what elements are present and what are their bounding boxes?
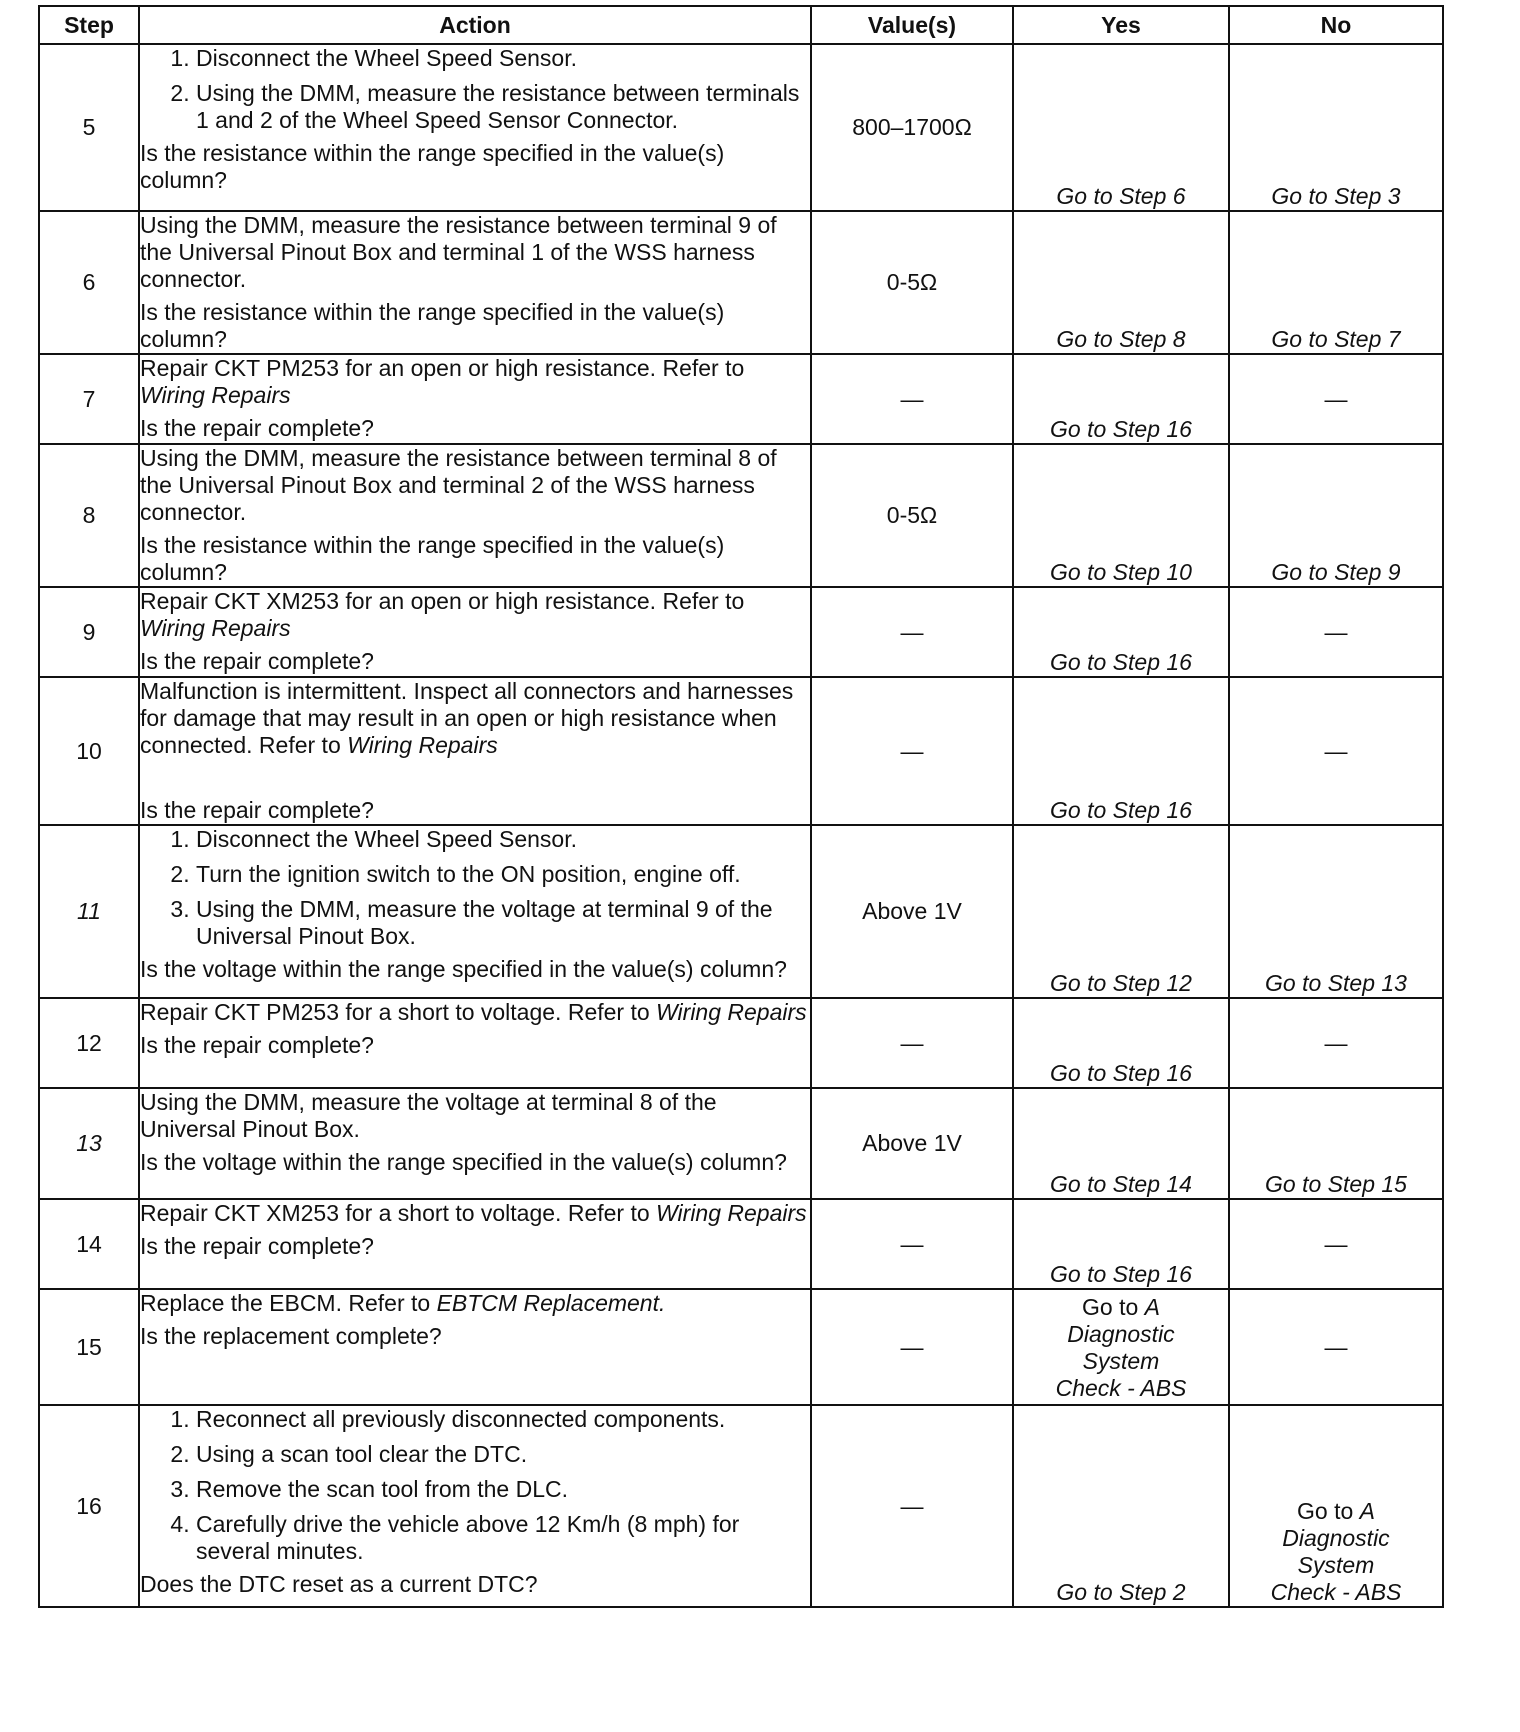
action-text: Using the DMM, measure the resistance between terminal 8 of the Universal Pinout Box and terminal 2 of the WSS harness connector.: [140, 445, 777, 525]
action-cell: [139, 677, 811, 825]
step-number: 14: [39, 1199, 139, 1289]
yes-cell: Go to Step 16: [1013, 354, 1229, 444]
list-item: 3. Using the DMM, measure the voltage at terminal 9 of the Universal Pinout Box.: [196, 896, 810, 950]
no-cell: Go to Step 13: [1229, 825, 1443, 998]
no-cell: —: [1229, 354, 1443, 444]
no-cell: Go to Step 7: [1229, 211, 1443, 354]
value-cell: —: [811, 998, 1013, 1088]
reference-link: Wiring Repairs: [347, 732, 498, 758]
no-goto-ref: System: [1297, 1552, 1375, 1578]
table-header-row: [39, 6, 1443, 44]
no-goto-ref: A: [1359, 1498, 1375, 1524]
action-question: Is the resistance within the range specified in the value(s) column?: [140, 532, 725, 585]
reference-link: Wiring Repairs: [140, 615, 291, 641]
yes-goto-ref: Check - ABS: [1055, 1375, 1187, 1401]
yes-cell: Go to Step 12: [1013, 825, 1229, 998]
action-cell: [139, 1405, 811, 1607]
action-question: Is the resistance within the range specified in the value(s) column?: [140, 140, 725, 193]
value-cell: —: [811, 1289, 1013, 1405]
step-number: 9: [39, 587, 139, 677]
list-item: 3. Remove the scan tool from the DLC.: [196, 1476, 810, 1503]
list-item: 2. Turn the ignition switch to the ON position, engine off.: [196, 861, 810, 888]
action-question: Is the replacement complete?: [140, 1323, 442, 1349]
step-number: 10: [39, 677, 139, 825]
yes-cell: Go to Step 8: [1013, 211, 1229, 354]
value-cell: —: [811, 677, 1013, 825]
no-goto-label: Go to: [1297, 1498, 1354, 1524]
yes-cell: Go to Step 16: [1013, 677, 1229, 825]
yes-goto-ref: Diagnostic: [1067, 1321, 1175, 1347]
table-row: [39, 998, 1443, 1088]
no-cell: [1229, 1405, 1443, 1607]
action-question: Is the voltage within the range specified in the value(s) column?: [140, 956, 787, 982]
action-cell: [139, 44, 811, 211]
step-number: 11: [39, 825, 139, 998]
value-cell: —: [811, 1405, 1013, 1607]
table-row: [39, 44, 1443, 211]
list-item: 1. Disconnect the Wheel Speed Sensor.: [196, 45, 810, 72]
yes-cell: Go to Step 16: [1013, 998, 1229, 1088]
table-row: [39, 1088, 1443, 1199]
table-row: [39, 444, 1443, 587]
action-cell: [139, 1289, 811, 1405]
action-text: [140, 678, 810, 759]
action-list: [140, 1406, 810, 1565]
table-row: [39, 677, 1443, 825]
action-cell: [139, 587, 811, 677]
value-cell: —: [811, 354, 1013, 444]
action-text: [140, 999, 810, 1026]
action-cell: [139, 998, 811, 1088]
action-cell: [139, 825, 811, 998]
step-number: 16: [39, 1405, 139, 1607]
action-question: Is the repair complete?: [140, 1032, 374, 1058]
yes-cell: Go to Step 2: [1013, 1405, 1229, 1607]
no-goto-ref: Check - ABS: [1270, 1579, 1402, 1605]
value-cell: Above 1V: [811, 1088, 1013, 1199]
step-number: 15: [39, 1289, 139, 1405]
action-list: [140, 826, 810, 950]
action-cell: [139, 444, 811, 587]
action-text-main: Repair CKT XM253 for an open or high resistance. Refer to: [140, 588, 745, 614]
no-cell: Go to Step 3: [1229, 44, 1443, 211]
spacer: [140, 765, 810, 797]
no-cell: —: [1229, 587, 1443, 677]
yes-goto-ref: A: [1144, 1294, 1160, 1320]
yes-cell: [1013, 1289, 1229, 1405]
action-text-main: Repair CKT PM253 for an open or high resistance. Refer to: [140, 355, 745, 381]
value-cell: Above 1V: [811, 825, 1013, 998]
table-row: [39, 1289, 1443, 1405]
yes-cell: Go to Step 16: [1013, 1199, 1229, 1289]
no-cell: Go to Step 15: [1229, 1088, 1443, 1199]
yes-goto-ref: System: [1082, 1348, 1160, 1374]
action-text: [140, 588, 810, 642]
action-text: [140, 1290, 810, 1317]
yes-cell: Go to Step 14: [1013, 1088, 1229, 1199]
step-number: 13: [39, 1088, 139, 1199]
action-cell: [139, 1199, 811, 1289]
header-values: Value(s): [811, 6, 1013, 44]
list-item: 2. Using the DMM, measure the resistance between terminals 1 and 2 of the Wheel Speed Sensor Connector.: [196, 80, 810, 134]
step-number: 6: [39, 211, 139, 354]
list-item: 2. Using a scan tool clear the DTC.: [196, 1441, 810, 1468]
value-cell: —: [811, 1199, 1013, 1289]
no-cell: —: [1229, 1289, 1443, 1405]
reference-link: Wiring Repairs: [656, 1200, 807, 1226]
action-question: Is the repair complete?: [140, 648, 374, 674]
table-row: [39, 825, 1443, 998]
action-cell: [139, 1088, 811, 1199]
action-question: Is the voltage within the range specified in the value(s) column?: [140, 1149, 787, 1175]
yes-cell: Go to Step 10: [1013, 444, 1229, 587]
action-text: [140, 1200, 810, 1227]
no-cell: —: [1229, 677, 1443, 825]
table-row: [39, 354, 1443, 444]
no-goto-ref: Diagnostic: [1282, 1525, 1390, 1551]
action-text: Using the DMM, measure the resistance between terminal 9 of the Universal Pinout Box and terminal 1 of the WSS harness connector.: [140, 212, 777, 292]
value-cell: —: [811, 587, 1013, 677]
action-text-main: Repair CKT PM253 for a short to voltage. Refer to: [140, 999, 657, 1025]
value-cell: 0-5Ω: [811, 211, 1013, 354]
reference-link: Wiring Repairs: [656, 999, 807, 1025]
header-action: Action: [139, 6, 811, 44]
action-question: Is the repair complete?: [140, 1233, 374, 1259]
action-question: Is the resistance within the range specified in the value(s) column?: [140, 299, 725, 352]
step-number: 7: [39, 354, 139, 444]
no-cell: —: [1229, 1199, 1443, 1289]
action-text: Using the DMM, measure the voltage at terminal 8 of the Universal Pinout Box.: [140, 1089, 717, 1142]
action-question: Is the repair complete?: [140, 415, 374, 441]
action-cell: [139, 211, 811, 354]
list-item: 1. Reconnect all previously disconnected components.: [196, 1406, 810, 1433]
step-number: 5: [39, 44, 139, 211]
table-row: [39, 1199, 1443, 1289]
step-number: 8: [39, 444, 139, 587]
list-item: 4. Carefully drive the vehicle above 12 Km/h (8 mph) for several minutes.: [196, 1511, 810, 1565]
no-cell: Go to Step 9: [1229, 444, 1443, 587]
header-no: No: [1229, 6, 1443, 44]
step-number: 12: [39, 998, 139, 1088]
header-step: Step: [39, 6, 139, 44]
yes-goto-label: Go to: [1082, 1294, 1139, 1320]
action-list: [140, 45, 810, 134]
no-cell: —: [1229, 998, 1443, 1088]
table-row: [39, 587, 1443, 677]
action-text: [140, 355, 810, 409]
action-text-main: Repair CKT XM253 for a short to voltage. Refer to: [140, 1200, 657, 1226]
list-item: 1. Disconnect the Wheel Speed Sensor.: [196, 826, 810, 853]
table-row: [39, 211, 1443, 354]
action-cell: [139, 354, 811, 444]
action-question: Is the repair complete?: [140, 797, 374, 823]
table-row: [39, 1405, 1443, 1607]
value-cell: 800–1700Ω: [811, 44, 1013, 211]
action-text-main: Replace the EBCM. Refer to: [140, 1290, 437, 1316]
yes-cell: Go to Step 6: [1013, 44, 1229, 211]
diagnostic-table: [38, 5, 1444, 1608]
action-text-main: Malfunction is intermittent. Inspect all connectors and harnesses for damage that may result in an open or high resistance when connected. Refer to: [140, 678, 794, 758]
value-cell: 0-5Ω: [811, 444, 1013, 587]
action-question: Does the DTC reset as a current DTC?: [140, 1571, 538, 1597]
reference-link: Wiring Repairs: [140, 382, 291, 408]
reference-link: EBTCM Replacement.: [436, 1290, 666, 1316]
header-yes: Yes: [1013, 6, 1229, 44]
yes-cell: Go to Step 16: [1013, 587, 1229, 677]
